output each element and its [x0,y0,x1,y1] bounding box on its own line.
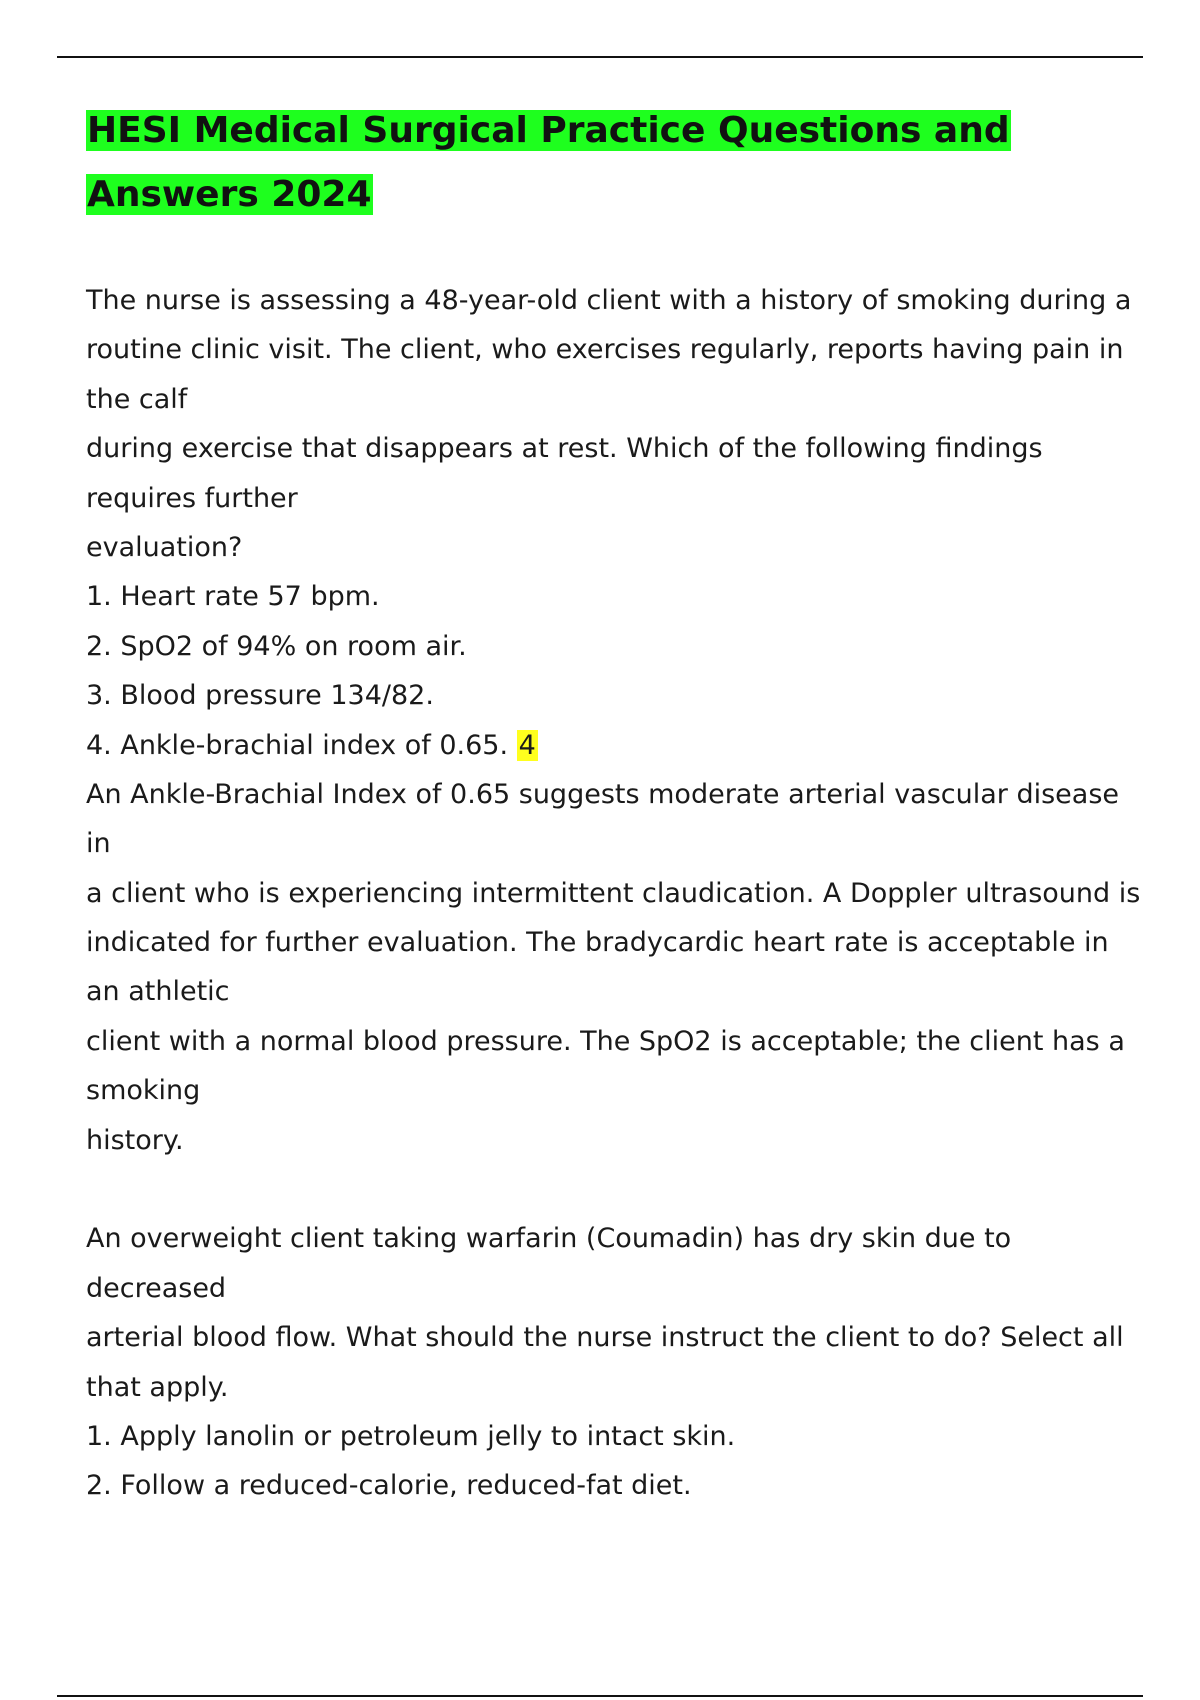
rationale-line: An Ankle-Brachial Index of 0.65 suggests moderate arterial vascular disease [86,778,1120,810]
rationale-line: indicated for further evaluation. The bradycardic heart rate is acceptable in [86,927,1109,959]
question-1-stem-line: The nurse is assessing a 48-year-old client with a history of smoking during a [86,285,1132,316]
top-rule [57,56,1143,58]
question-2-option-2: 2. Follow a reduced-calorie, reduced-fat diet. [86,1470,692,1502]
rationale-line: history. [86,1124,184,1156]
question-1-option-3: 3. Blood pressure 134/82. [86,680,434,712]
question-1-stem-line: the calf [86,383,188,415]
rationale-line: client with a normal blood pressure. The SpO2 is acceptable; the client has a [86,1025,1125,1057]
question-2-stem-line: An overweight client taking warfarin (Coumadin) has dry skin due to [86,1223,1012,1255]
title-line-1: HESI Medical Surgical Practice Questions and [87,110,1010,151]
bottom-rule [57,1695,1143,1697]
question-1-stem-line: during exercise that disappears at rest. Which of the following findings [86,433,1043,465]
question-1-stem-line: evaluation? [86,531,243,563]
rationale-line: an athletic [86,976,230,1008]
question-2-stem-line: arterial blood flow. What should the nurse instruct the client to do? Select all [86,1322,1124,1354]
document-title [86,99,1011,227]
question-1-stem-line: requires further [86,482,298,514]
title-line-2: Answers 2024 [87,174,372,215]
rationale-line: a client who is experiencing intermittent claudication. A Doppler ultrasound is [86,877,1141,909]
question-1-option-1: 1. Heart rate 57 bpm. [86,581,380,613]
question-1-option-2: 2. SpO2 of 94% on room air. [86,630,467,662]
question-2-stem-line: that apply. [86,1371,229,1403]
rationale-line: in [86,828,111,860]
answer-key-highlight: 4 [518,729,536,761]
rationale-line: smoking [86,1075,201,1107]
paragraph-gap [86,1165,1186,1214]
question-1-option-4: 4. Ankle-brachial index of 0.65. [86,729,509,761]
question-1-stem-line: routine clinic visit. The client, who exercises regularly, reports having pain in [86,334,1124,366]
question-2-stem-line: decreased [86,1272,227,1304]
question-2-option-1: 1. Apply lanolin or petroleum jelly to intact skin. [86,1420,736,1452]
document-body [86,276,1186,1511]
question-1-option-4-row [86,721,1186,770]
